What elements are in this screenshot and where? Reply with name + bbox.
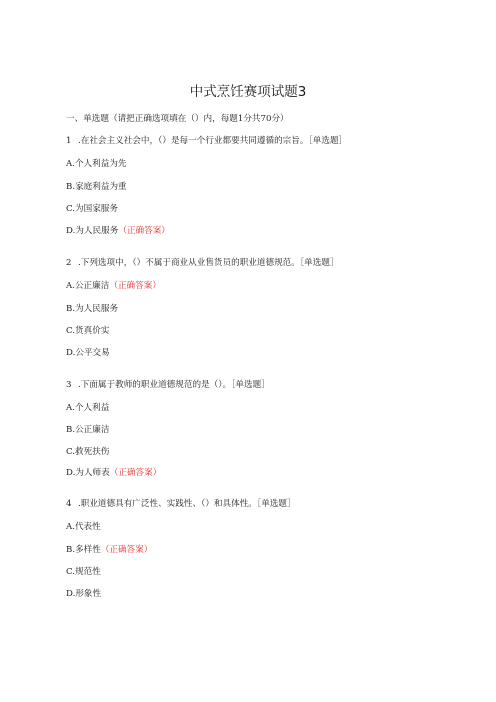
option-text: 代表性 — [74, 522, 101, 532]
correct-answer-marker: （正确答案） — [109, 468, 162, 478]
question-1 — [66, 136, 347, 147]
option-text: 形象性 — [75, 589, 102, 599]
option-2d — [66, 348, 110, 359]
section-heading: 一、单选题（请把正确选项填在（）内，每题1分共70分） — [66, 114, 289, 124]
question-number: 1 — [66, 136, 72, 146]
correct-answer-marker: （正确答案） — [109, 281, 161, 291]
option-2a — [66, 281, 161, 292]
question-text: .下面属于教师的职业道德规范的是（）。［单选题］ — [78, 380, 270, 390]
question-2 — [66, 258, 339, 269]
option-4d — [66, 589, 101, 600]
option-text: 多样性 — [75, 545, 101, 555]
option-label: A. — [66, 281, 75, 291]
option-label: A. — [66, 403, 75, 413]
option-2c — [66, 326, 109, 337]
question-text: .职业道德具有广泛性、实践性、（）和具体性。［单选题］ — [78, 499, 296, 509]
option-text: 公正廉洁 — [75, 425, 110, 435]
option-label: D. — [66, 589, 76, 599]
option-text: 为国家服务 — [75, 204, 118, 214]
option-text: 家庭利益为重 — [75, 182, 127, 192]
option-label: B. — [66, 182, 76, 192]
option-label: B. — [66, 304, 76, 314]
question-4 — [66, 499, 296, 510]
option-4b — [66, 545, 152, 556]
question-text: .下列选项中，（）不属于商业从业售货员的职业道德规范。［单选题］ — [78, 258, 339, 268]
option-label: D. — [66, 468, 76, 478]
option-text: 货真价实 — [75, 326, 110, 336]
option-text: 个人利益为先 — [74, 159, 127, 169]
option-3a — [66, 403, 109, 414]
option-label: C. — [66, 326, 76, 336]
option-3c — [66, 447, 109, 458]
option-text: 为人师表 — [75, 468, 110, 478]
option-label: B. — [66, 425, 76, 435]
option-1b — [66, 182, 127, 193]
option-label: A. — [66, 159, 75, 169]
option-text: 为人民服务 — [75, 226, 119, 236]
option-label: D. — [66, 226, 76, 236]
option-label: D. — [66, 348, 76, 358]
question-3 — [66, 380, 270, 391]
option-text: 为人民服务 — [75, 304, 119, 314]
option-text: 公正廉洁 — [74, 281, 110, 291]
question-text: .在社会主义社会中，（）是每一个行业都要共同遵循的宗旨。［单选题］ — [78, 136, 348, 146]
correct-answer-marker: （正确答案） — [118, 226, 170, 236]
option-label: A. — [66, 522, 75, 532]
option-label: C. — [66, 567, 76, 577]
option-1d — [66, 226, 170, 237]
question-number: 4 — [66, 499, 72, 509]
page-title: 中式烹饪赛项试题3 — [189, 84, 307, 100]
option-text: 公平交易 — [75, 348, 110, 358]
option-1a — [66, 159, 127, 170]
option-1c — [66, 204, 118, 215]
option-text: 规范性 — [75, 567, 101, 577]
option-text: 救死扶伤 — [75, 447, 110, 457]
option-label: C. — [66, 204, 76, 214]
question-number: 3 — [66, 380, 72, 390]
option-4a — [66, 522, 101, 533]
option-3d — [66, 468, 161, 479]
question-number: 2 — [66, 258, 72, 268]
option-3b — [66, 425, 109, 436]
correct-answer-marker: （正确答案） — [100, 545, 153, 555]
option-label: B. — [66, 545, 76, 555]
option-4c — [66, 567, 101, 578]
option-label: C. — [66, 447, 76, 457]
option-text: 个人利益 — [74, 403, 110, 413]
option-2b — [66, 304, 118, 315]
